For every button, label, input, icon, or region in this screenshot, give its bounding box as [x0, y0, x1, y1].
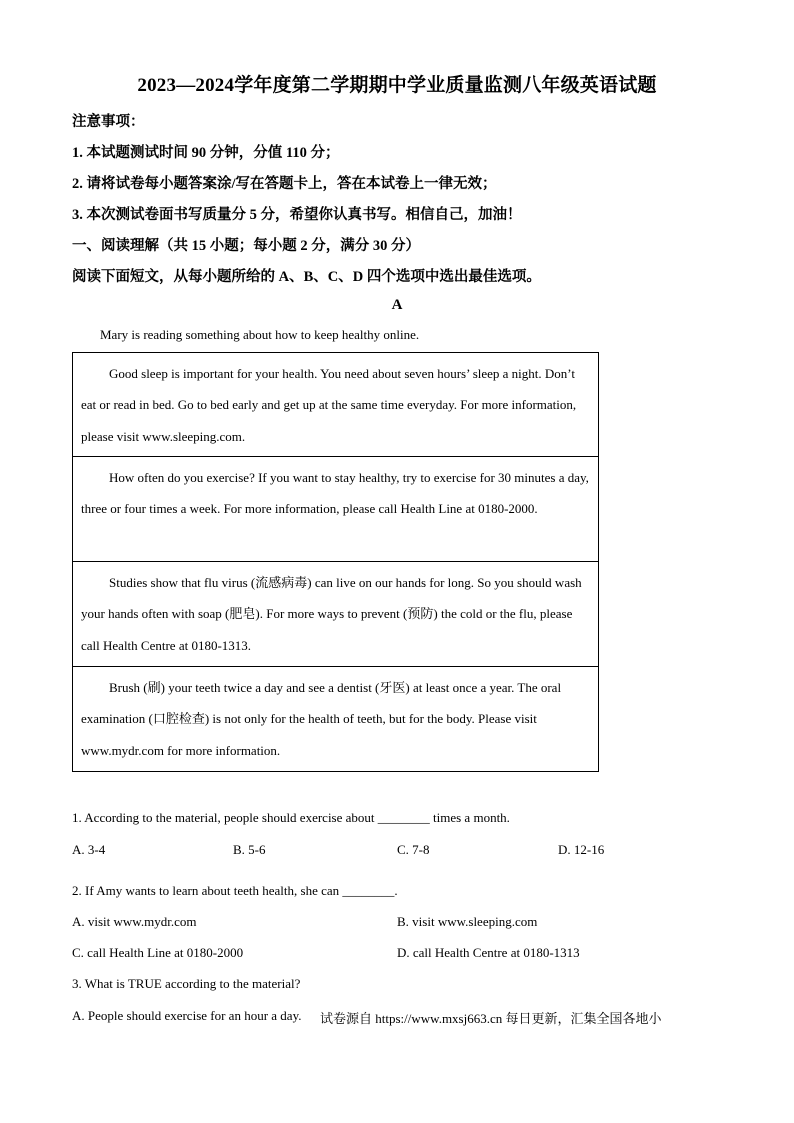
- question-1-stem: 1. According to the material, people should exercise about ________ times a month.: [72, 810, 510, 825]
- footer-watermark: 试卷源自 https://www.mxsj663.cn 每日更新，汇集全国各地小: [320, 1011, 662, 1026]
- question-2-stem: 2. If Amy wants to learn about teeth health, she can ________.: [72, 883, 398, 898]
- page-title: 2023—2024学年度第二学期期中学业质量监测八年级英语试题: [137, 75, 657, 96]
- passage-letter: A: [391, 297, 403, 313]
- tip-text: How often do you exercise? If you want to stay healthy, try to exercise for 30 minutes a day, three or four times a week. For more information, please call Health Line at 0180-2000.: [81, 470, 589, 517]
- tips-table: [72, 352, 599, 772]
- tip-cell-exercise: [73, 457, 598, 562]
- passage-intro: Mary is reading something about how to keep healthy online.: [100, 327, 420, 342]
- tip-text: Brush (刷) your teeth twice a day and see a dentist (牙医) at least once a year. The oral examination (口腔检查) is not only for the health of teeth, but for the body. Please visit www.mydr.com for more information.: [81, 680, 562, 758]
- notice-heading: 注意事项：: [72, 114, 145, 130]
- notice-item-2: 2. 请将试卷每小题答案涂/写在答题卡上，答在本试卷上一律无效；: [72, 176, 497, 192]
- tip-cell-sleep: [73, 353, 598, 457]
- tip-text: Good sleep is important for your health. You need about seven hours’ sleep a night. Don’t eat or read in bed. Go to bed early and get up at the same time everyday. For more information, please visit www.sleeping.com.: [81, 366, 577, 444]
- section-heading: 一、阅读理解（共 15 小题；每小题 2 分，满分 30 分）: [72, 238, 420, 254]
- question-2-option-d: D. call Health Centre at 0180-1313: [397, 945, 580, 960]
- question-1-option-d: D. 12-16: [558, 842, 605, 857]
- question-2-option-a: A. visit www.mydr.com: [72, 914, 197, 929]
- question-1-option-c: C. 7-8: [397, 842, 430, 857]
- question-2-option-c: C. call Health Line at 0180-2000: [72, 945, 244, 960]
- section-instruction: 阅读下面短文，从每小题所给的 A、B、C、D 四个选项中选出最佳选项。: [72, 269, 541, 285]
- question-1-option-a: A. 3-4: [72, 842, 106, 857]
- notice-item-3: 3. 本次测试卷面书写质量分 5 分，希望你认真书写。相信自己，加油！: [72, 207, 522, 223]
- question-3-stem: 3. What is TRUE according to the material?: [72, 976, 301, 991]
- question-3-option-a: A. People should exercise for an hour a day.: [72, 1008, 302, 1023]
- tip-cell-teeth: [73, 667, 598, 771]
- question-1-option-b: B. 5-6: [233, 842, 266, 857]
- tip-text: Studies show that flu virus (流感病毒) can live on our hands for long. So you should wash your hands often with soap (肥皂). For more ways to prevent (预防) the cold or the flu, please call Health Centre at 0180-1313.: [81, 575, 582, 653]
- tip-cell-handwashing: [73, 562, 598, 667]
- notice-item-1: 1. 本试题测试时间 90 分钟，分值 110 分；: [72, 145, 340, 161]
- question-2-option-b: B. visit www.sleeping.com: [397, 914, 538, 929]
